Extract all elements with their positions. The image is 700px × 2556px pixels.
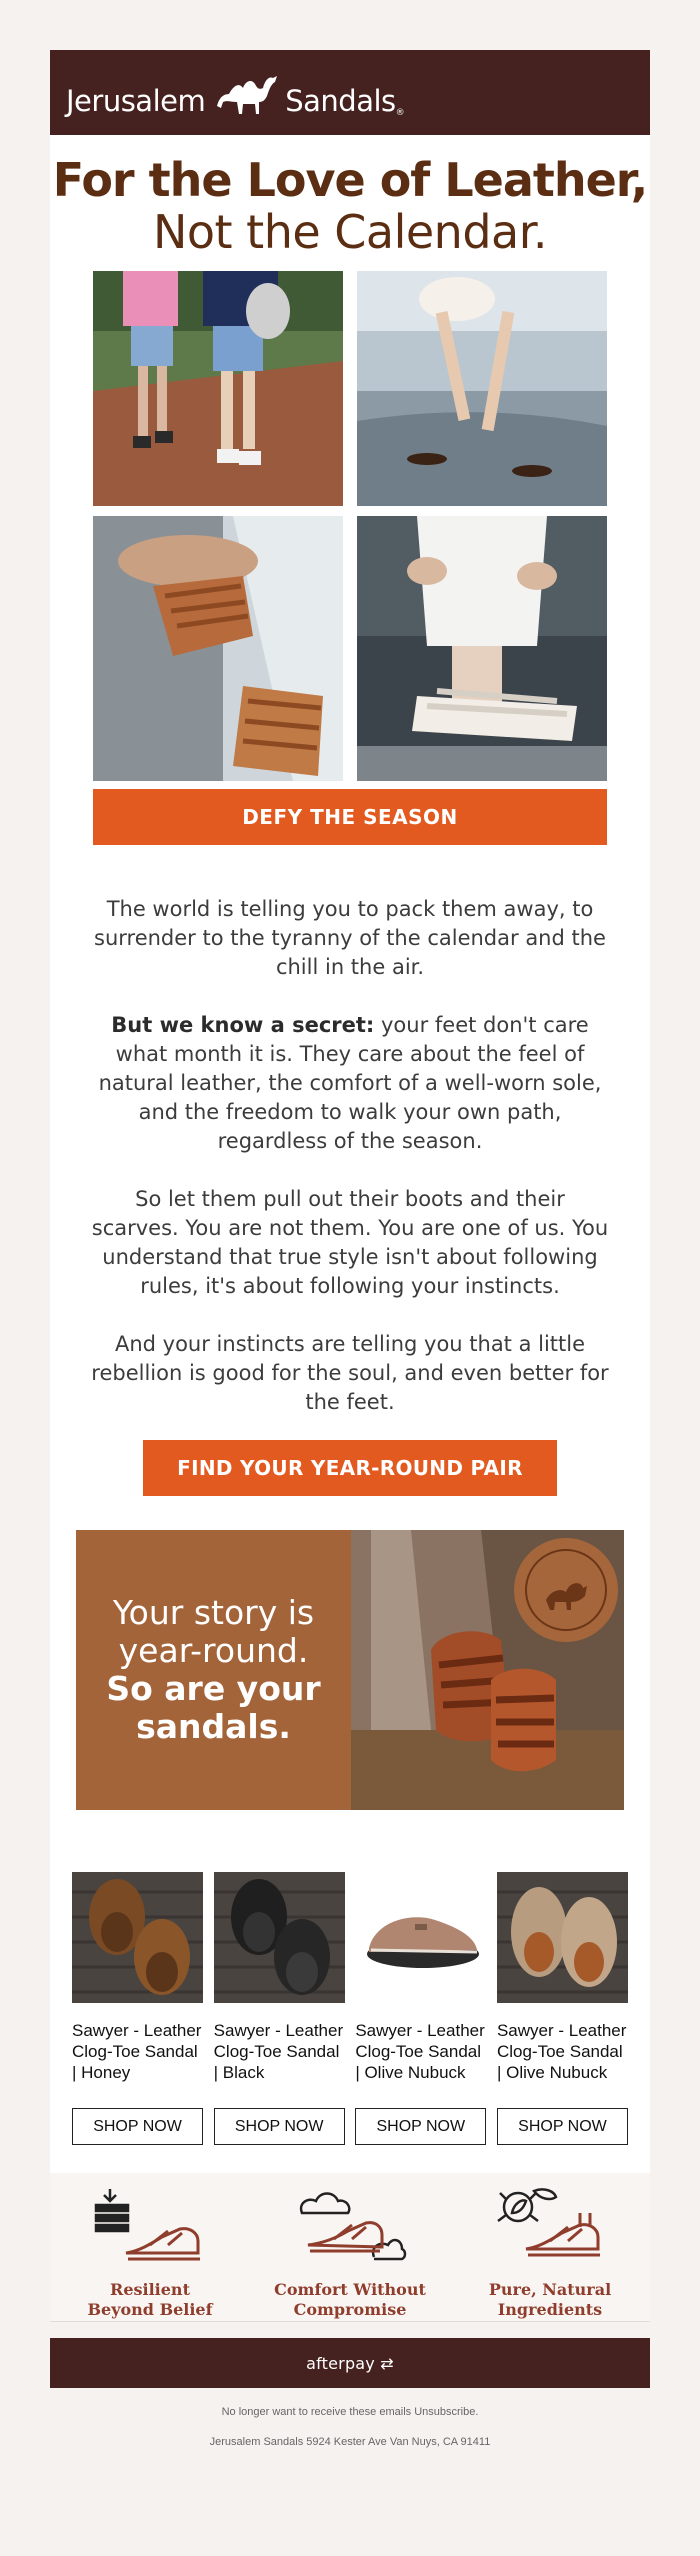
copy-paragraph-2 bbox=[90, 1011, 610, 1156]
copy-bold-lead: But we know a secret: bbox=[111, 1013, 375, 1037]
copy-paragraph-1: The world is telling you to pack them away, to surrender to the tyranny of the calendar and the chill in the air. bbox=[94, 897, 606, 979]
camel-icon bbox=[209, 68, 281, 118]
hero-photo-grid bbox=[93, 271, 607, 781]
product-image-olive-nubuck-1[interactable] bbox=[355, 1872, 486, 2003]
feature-resilient-label-2: Beyond Belief bbox=[87, 2300, 213, 2319]
footer-divider bbox=[50, 2321, 650, 2322]
logo-word-right: Sandals bbox=[285, 83, 396, 118]
copy-paragraph-3: So let them pull out their boots and their scarves. You are not them. You are one of us. You understand that true style isn't about following rules, it's about following your instincts. bbox=[91, 1187, 609, 1298]
trademark-symbol: ® bbox=[395, 107, 405, 118]
email-header bbox=[50, 50, 650, 135]
cloud-sandal-icon bbox=[290, 2183, 410, 2271]
afterpay-arrows-icon: ⇄ bbox=[380, 2353, 394, 2373]
shop-now-button-black[interactable]: SHOP NOW bbox=[214, 2108, 345, 2145]
product-image-black[interactable] bbox=[214, 1872, 345, 2003]
product-card-olive-nubuck-1[interactable] bbox=[355, 1872, 486, 2145]
feature-comfort-label-1: Comfort Without bbox=[274, 2280, 426, 2299]
photo-white-sandals[interactable] bbox=[357, 516, 607, 781]
photo-beach-walk[interactable] bbox=[357, 271, 607, 506]
copy-paragraph-4: And your instincts are telling you that a little rebellion is good for the soul, and even better for the feet. bbox=[91, 1332, 609, 1414]
pressure-sandal-icon bbox=[90, 2183, 210, 2271]
afterpay-bar bbox=[50, 2338, 650, 2388]
feature-resilient-label-1: Resilient bbox=[110, 2280, 190, 2299]
company-address: Jerusalem Sandals 5924 Kester Ave Van Nuys, CA 91411 bbox=[209, 2436, 491, 2448]
shop-now-button-olive-nubuck-2[interactable]: SHOP NOW bbox=[497, 2108, 628, 2145]
product-name-black[interactable]: Sawyer - Leather Clog-Toe Sandal | Black bbox=[213, 2021, 344, 2082]
feature-resilient bbox=[65, 2183, 235, 2321]
feature-natural-label-1: Pure, Natural bbox=[488, 2280, 612, 2299]
story-banner[interactable] bbox=[76, 1530, 624, 1810]
product-card-olive-nubuck-2[interactable] bbox=[497, 1872, 628, 2145]
product-name-honey[interactable]: Sawyer - Leather Clog-Toe Sandal | Honey bbox=[72, 2021, 202, 2082]
story-line-3: So are your bbox=[106, 1669, 321, 1708]
afterpay-logo[interactable]: afterpay ⇄ bbox=[306, 2353, 394, 2373]
logo-word-left: Jerusalem bbox=[66, 83, 206, 118]
feature-natural-label-2: Ingredients bbox=[497, 2300, 603, 2319]
email-body bbox=[50, 50, 650, 2322]
hero-heading bbox=[50, 135, 650, 257]
leaf-sandal-icon bbox=[490, 2183, 610, 2271]
brand-logo[interactable] bbox=[66, 68, 405, 118]
defy-season-button[interactable]: DEFY THE SEASON bbox=[93, 789, 607, 845]
hero-line-2: Not the Calendar. bbox=[152, 205, 548, 259]
footer-area bbox=[0, 2338, 700, 2448]
product-image-honey[interactable] bbox=[72, 1872, 203, 2003]
features-strip bbox=[50, 2173, 650, 2321]
hero-line-1: For the Love of Leather, bbox=[52, 153, 648, 207]
story-line-2: year-round. bbox=[118, 1631, 309, 1670]
product-card-black[interactable] bbox=[214, 1872, 345, 2145]
product-name-olive-nubuck-1[interactable]: Sawyer - Leather Clog-Toe Sandal | Olive Nubuck bbox=[355, 2021, 485, 2082]
shop-now-button-olive-nubuck-1[interactable]: SHOP NOW bbox=[355, 2108, 486, 2145]
product-card-honey[interactable] bbox=[72, 1872, 203, 2145]
body-copy bbox=[90, 895, 610, 1417]
feature-natural bbox=[465, 2183, 635, 2321]
story-line-4: sandals. bbox=[136, 1707, 291, 1746]
photo-walking-couple[interactable] bbox=[93, 271, 343, 506]
copy-paragraph-2-rest: your feet don't care what month it is. They care about the feel of natural leather, the comfort of a well-worn sole, and the freedom to walk your own path, regardless of the season. bbox=[98, 1013, 602, 1153]
feature-comfort-label-2: Compromise bbox=[293, 2300, 407, 2319]
story-photo bbox=[351, 1530, 624, 1810]
story-text-panel bbox=[76, 1530, 351, 1810]
shop-now-button-honey[interactable]: SHOP NOW bbox=[72, 2108, 203, 2145]
product-image-olive-nubuck-2[interactable] bbox=[497, 1872, 628, 2003]
product-row bbox=[72, 1872, 628, 2145]
product-name-olive-nubuck-2[interactable]: Sawyer - Leather Clog-Toe Sandal | Olive Nubuck bbox=[496, 2021, 627, 2082]
story-line-1: Your story is bbox=[112, 1593, 315, 1632]
feature-comfort bbox=[265, 2183, 435, 2321]
unsubscribe-text[interactable]: No longer want to receive these emails Unsubscribe. bbox=[221, 2406, 479, 2418]
find-pair-button[interactable]: FIND YOUR YEAR-ROUND PAIR bbox=[143, 1440, 557, 1496]
photo-strapping-sandals[interactable] bbox=[93, 516, 343, 781]
